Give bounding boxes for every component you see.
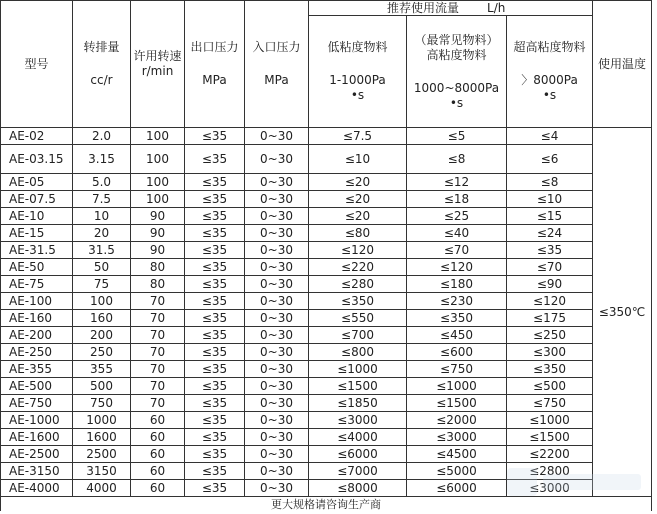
model-cell: AE-750 — [1, 395, 73, 412]
speed-cell: 60 — [131, 463, 185, 480]
ultra-viscosity-flow-cell: ≤2200 — [507, 446, 593, 463]
displacement-cell: 5.0 — [73, 174, 131, 191]
footer-row — [1, 497, 652, 512]
speed-cell: 70 — [131, 395, 185, 412]
low-viscosity-flow-cell: ≤1850 — [309, 395, 407, 412]
ultra-viscosity-flow-cell: ≤1000 — [507, 412, 593, 429]
inlet-pressure-cell: 0~30 — [245, 242, 309, 259]
table-row — [1, 463, 652, 480]
outlet-pressure-cell: ≤35 — [185, 259, 245, 276]
model-cell: AE-1000 — [1, 412, 73, 429]
speed-cell: 100 — [131, 128, 185, 145]
displacement-cell: 50 — [73, 259, 131, 276]
displacement-cell: 7.5 — [73, 191, 131, 208]
speed-cell: 60 — [131, 412, 185, 429]
inlet-pressure-cell: 0~30 — [245, 412, 309, 429]
model-cell: AE-15 — [1, 225, 73, 242]
high-viscosity-flow-cell: ≤2000 — [407, 412, 507, 429]
displacement-cell: 355 — [73, 361, 131, 378]
col-header-outlet-pressure: 出口压力 MPa — [185, 1, 245, 128]
displacement-cell: 1000 — [73, 412, 131, 429]
ultra-viscosity-flow-cell: ≤35 — [507, 242, 593, 259]
table-row — [1, 480, 652, 497]
speed-cell: 100 — [131, 145, 185, 174]
model-cell: AE-07.5 — [1, 191, 73, 208]
ultra-viscosity-flow-cell: ≤1500 — [507, 429, 593, 446]
inlet-pressure-cell: 0~30 — [245, 310, 309, 327]
table-row — [1, 361, 652, 378]
model-cell: AE-100 — [1, 293, 73, 310]
speed-cell: 100 — [131, 174, 185, 191]
ultra-viscosity-flow-cell: ≤90 — [507, 276, 593, 293]
displacement-cell: 2500 — [73, 446, 131, 463]
table-row — [1, 412, 652, 429]
ultra-viscosity-flow-cell: ≤175 — [507, 310, 593, 327]
inlet-pressure-cell: 0~30 — [245, 208, 309, 225]
table-row — [1, 344, 652, 361]
model-cell: AE-05 — [1, 174, 73, 191]
ultra-viscosity-flow-cell: ≤250 — [507, 327, 593, 344]
inlet-pressure-cell: 0~30 — [245, 378, 309, 395]
inlet-pressure-cell: 0~30 — [245, 344, 309, 361]
displacement-cell: 1600 — [73, 429, 131, 446]
high-viscosity-flow-cell: ≤600 — [407, 344, 507, 361]
table-row — [1, 259, 652, 276]
outlet-pressure-cell: ≤35 — [185, 446, 245, 463]
speed-cell: 90 — [131, 242, 185, 259]
col-header-high-viscosity: （最常见物料） 高粘度物料 1000~8000Pa •s — [407, 16, 507, 128]
inlet-pressure-cell: 0~30 — [245, 395, 309, 412]
displacement-cell: 31.5 — [73, 242, 131, 259]
model-cell: AE-1600 — [1, 429, 73, 446]
outlet-pressure-cell: ≤35 — [185, 361, 245, 378]
table-row — [1, 446, 652, 463]
speed-cell: 90 — [131, 208, 185, 225]
outlet-pressure-cell: ≤35 — [185, 128, 245, 145]
outlet-pressure-cell: ≤35 — [185, 480, 245, 497]
outlet-pressure-cell: ≤35 — [185, 208, 245, 225]
low-viscosity-flow-cell: ≤10 — [309, 145, 407, 174]
low-viscosity-flow-cell: ≤20 — [309, 174, 407, 191]
outlet-pressure-cell: ≤35 — [185, 242, 245, 259]
model-cell: AE-02 — [1, 128, 73, 145]
speed-cell: 80 — [131, 276, 185, 293]
low-viscosity-flow-cell: ≤1000 — [309, 361, 407, 378]
table-row — [1, 191, 652, 208]
col-header-temperature: 使用温度 — [593, 1, 652, 128]
high-viscosity-flow-cell: ≤8 — [407, 145, 507, 174]
low-viscosity-flow-cell: ≤350 — [309, 293, 407, 310]
low-viscosity-flow-cell: ≤280 — [309, 276, 407, 293]
table-row — [1, 128, 652, 145]
high-viscosity-flow-cell: ≤3000 — [407, 429, 507, 446]
low-viscosity-flow-cell: ≤80 — [309, 225, 407, 242]
low-viscosity-flow-cell: ≤550 — [309, 310, 407, 327]
inlet-pressure-cell: 0~30 — [245, 174, 309, 191]
displacement-cell: 2.0 — [73, 128, 131, 145]
outlet-pressure-cell: ≤35 — [185, 191, 245, 208]
model-cell: AE-355 — [1, 361, 73, 378]
low-viscosity-flow-cell: ≤220 — [309, 259, 407, 276]
table-row — [1, 310, 652, 327]
speed-cell: 70 — [131, 361, 185, 378]
speed-cell: 60 — [131, 429, 185, 446]
inlet-pressure-cell: 0~30 — [245, 276, 309, 293]
col-header-ultra-viscosity: 超高粘度物料 〉8000Pa •s — [507, 16, 593, 128]
outlet-pressure-cell: ≤35 — [185, 463, 245, 480]
outlet-pressure-cell: ≤35 — [185, 429, 245, 446]
ultra-viscosity-flow-cell: ≤500 — [507, 378, 593, 395]
ultra-viscosity-flow-cell: ≤4 — [507, 128, 593, 145]
ultra-viscosity-flow-cell: ≤2800 — [507, 463, 593, 480]
outlet-pressure-cell: ≤35 — [185, 310, 245, 327]
displacement-cell: 160 — [73, 310, 131, 327]
outlet-pressure-cell: ≤35 — [185, 174, 245, 191]
high-viscosity-flow-cell: ≤230 — [407, 293, 507, 310]
high-viscosity-flow-cell: ≤6000 — [407, 480, 507, 497]
high-viscosity-flow-cell: ≤12 — [407, 174, 507, 191]
speed-cell: 60 — [131, 480, 185, 497]
low-viscosity-flow-cell: ≤120 — [309, 242, 407, 259]
table-row — [1, 429, 652, 446]
high-viscosity-flow-cell: ≤1000 — [407, 378, 507, 395]
high-viscosity-flow-cell: ≤70 — [407, 242, 507, 259]
model-cell: AE-160 — [1, 310, 73, 327]
inlet-pressure-cell: 0~30 — [245, 225, 309, 242]
low-viscosity-flow-cell: ≤1500 — [309, 378, 407, 395]
model-cell: AE-3150 — [1, 463, 73, 480]
ultra-viscosity-flow-cell: ≤24 — [507, 225, 593, 242]
speed-cell: 70 — [131, 344, 185, 361]
ultra-viscosity-flow-cell: ≤350 — [507, 361, 593, 378]
col-header-low-viscosity: 低粘度物料 1-1000Pa •s — [309, 16, 407, 128]
ultra-viscosity-flow-cell: ≤70 — [507, 259, 593, 276]
model-cell: AE-50 — [1, 259, 73, 276]
speed-cell: 70 — [131, 327, 185, 344]
inlet-pressure-cell: 0~30 — [245, 446, 309, 463]
table-row — [1, 174, 652, 191]
inlet-pressure-cell: 0~30 — [245, 429, 309, 446]
ultra-viscosity-flow-cell: ≤8 — [507, 174, 593, 191]
low-viscosity-flow-cell: ≤20 — [309, 208, 407, 225]
high-viscosity-flow-cell: ≤450 — [407, 327, 507, 344]
displacement-cell: 100 — [73, 293, 131, 310]
table-row — [1, 145, 652, 174]
high-viscosity-flow-cell: ≤180 — [407, 276, 507, 293]
col-header-model-label: 型号 — [24, 56, 49, 71]
table-row — [1, 208, 652, 225]
ultra-viscosity-flow-cell: ≤120 — [507, 293, 593, 310]
table-row — [1, 293, 652, 310]
model-cell: AE-2500 — [1, 446, 73, 463]
low-viscosity-flow-cell: ≤3000 — [309, 412, 407, 429]
header-row-top — [1, 1, 652, 16]
speed-cell: 70 — [131, 293, 185, 310]
model-cell: AE-250 — [1, 344, 73, 361]
model-cell: AE-4000 — [1, 480, 73, 497]
ultra-viscosity-flow-cell: ≤15 — [507, 208, 593, 225]
outlet-pressure-cell: ≤35 — [185, 395, 245, 412]
model-cell: AE-10 — [1, 208, 73, 225]
displacement-cell: 4000 — [73, 480, 131, 497]
displacement-cell: 250 — [73, 344, 131, 361]
col-header-inlet-pressure: 入口压力 MPa — [245, 1, 309, 128]
low-viscosity-flow-cell: ≤7000 — [309, 463, 407, 480]
inlet-pressure-cell: 0~30 — [245, 463, 309, 480]
displacement-cell: 20 — [73, 225, 131, 242]
ultra-viscosity-flow-cell: ≤750 — [507, 395, 593, 412]
table-row — [1, 276, 652, 293]
inlet-pressure-cell: 0~30 — [245, 128, 309, 145]
displacement-cell: 200 — [73, 327, 131, 344]
ultra-viscosity-flow-cell: ≤6 — [507, 145, 593, 174]
model-cell: AE-03.15 — [1, 145, 73, 174]
model-cell: AE-31.5 — [1, 242, 73, 259]
outlet-pressure-cell: ≤35 — [185, 344, 245, 361]
outlet-pressure-cell: ≤35 — [185, 327, 245, 344]
speed-cell: 70 — [131, 378, 185, 395]
ultra-viscosity-flow-cell: ≤300 — [507, 344, 593, 361]
high-viscosity-flow-cell: ≤4500 — [407, 446, 507, 463]
high-viscosity-flow-cell: ≤5000 — [407, 463, 507, 480]
low-viscosity-flow-cell: ≤4000 — [309, 429, 407, 446]
outlet-pressure-cell: ≤35 — [185, 293, 245, 310]
model-cell: AE-500 — [1, 378, 73, 395]
table-body — [1, 128, 652, 497]
high-viscosity-flow-cell: ≤18 — [407, 191, 507, 208]
displacement-cell: 75 — [73, 276, 131, 293]
high-viscosity-flow-cell: ≤750 — [407, 361, 507, 378]
high-viscosity-flow-cell: ≤120 — [407, 259, 507, 276]
table-row — [1, 378, 652, 395]
table-row — [1, 327, 652, 344]
temperature-cell: ≤350℃ — [593, 128, 652, 497]
ultra-viscosity-flow-cell: ≤10 — [507, 191, 593, 208]
col-header-speed: 许用转速 r/min — [131, 1, 185, 128]
speed-cell: 90 — [131, 225, 185, 242]
col-header-flow-group — [309, 1, 593, 16]
table-row — [1, 395, 652, 412]
speed-cell: 70 — [131, 310, 185, 327]
col-header-displacement: 转排量 cc/r — [73, 1, 131, 128]
high-viscosity-flow-cell: ≤1500 — [407, 395, 507, 412]
outlet-pressure-cell: ≤35 — [185, 276, 245, 293]
table-row — [1, 225, 652, 242]
speed-cell: 80 — [131, 259, 185, 276]
ultra-viscosity-flow-cell: ≤3000 — [507, 480, 593, 497]
displacement-cell: 500 — [73, 378, 131, 395]
flow-unit-label: L/h — [487, 0, 506, 15]
inlet-pressure-cell: 0~30 — [245, 191, 309, 208]
displacement-cell: 750 — [73, 395, 131, 412]
outlet-pressure-cell: ≤35 — [185, 378, 245, 395]
low-viscosity-flow-cell: ≤700 — [309, 327, 407, 344]
model-cell: AE-75 — [1, 276, 73, 293]
displacement-cell: 3.15 — [73, 145, 131, 174]
low-viscosity-flow-cell: ≤8000 — [309, 480, 407, 497]
speed-cell: 100 — [131, 191, 185, 208]
inlet-pressure-cell: 0~30 — [245, 145, 309, 174]
high-viscosity-flow-cell: ≤25 — [407, 208, 507, 225]
inlet-pressure-cell: 0~30 — [245, 293, 309, 310]
inlet-pressure-cell: 0~30 — [245, 327, 309, 344]
inlet-pressure-cell: 0~30 — [245, 480, 309, 497]
inlet-pressure-cell: 0~30 — [245, 259, 309, 276]
high-viscosity-flow-cell: ≤40 — [407, 225, 507, 242]
footer-note: 更大规格请咨询生产商 — [1, 497, 652, 512]
inlet-pressure-cell: 0~30 — [245, 361, 309, 378]
displacement-cell: 10 — [73, 208, 131, 225]
low-viscosity-flow-cell: ≤20 — [309, 191, 407, 208]
model-cell: AE-200 — [1, 327, 73, 344]
low-viscosity-flow-cell: ≤800 — [309, 344, 407, 361]
low-viscosity-flow-cell: ≤7.5 — [309, 128, 407, 145]
flow-group-label: 推荐使用流量 — [387, 0, 460, 15]
col-header-model — [1, 1, 73, 128]
outlet-pressure-cell: ≤35 — [185, 225, 245, 242]
speed-cell: 60 — [131, 446, 185, 463]
outlet-pressure-cell: ≤35 — [185, 412, 245, 429]
high-viscosity-flow-cell: ≤350 — [407, 310, 507, 327]
low-viscosity-flow-cell: ≤6000 — [309, 446, 407, 463]
table-row — [1, 242, 652, 259]
high-viscosity-flow-cell: ≤5 — [407, 128, 507, 145]
outlet-pressure-cell: ≤35 — [185, 145, 245, 174]
displacement-cell: 3150 — [73, 463, 131, 480]
